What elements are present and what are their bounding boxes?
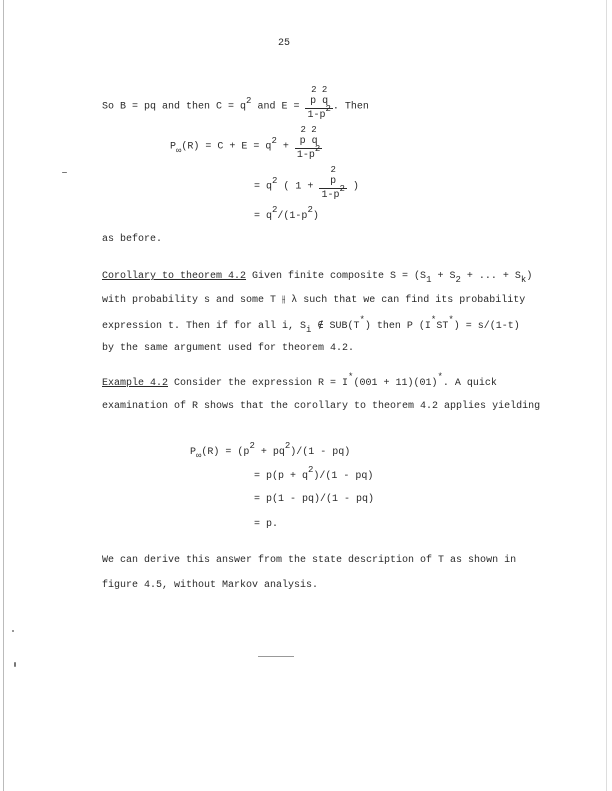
example-line1-a: Consider the expression R = I <box>168 378 349 389</box>
eq3-superscript: 2 <box>272 175 278 186</box>
eq2-lhs: P <box>170 141 177 153</box>
text-as-before: as before. <box>102 234 163 245</box>
eq1-numerator: p q <box>310 96 329 107</box>
eq5-lhs: P <box>190 447 197 458</box>
corollary-dots: + ... + S <box>460 271 521 282</box>
eq5-lhs-subscript: ∞ <box>196 451 202 461</box>
example-star-2: * <box>437 372 443 382</box>
closing-line-2: figure 4.5, without Markov analysis. <box>102 580 319 591</box>
eq2-fraction <box>295 125 322 162</box>
equation-line-5 <box>190 441 351 461</box>
eq2-num-sup: 2 2 <box>300 125 317 135</box>
example-title: Example 4.2 <box>102 378 169 389</box>
corollary-close: ) <box>526 271 533 282</box>
scan-speck <box>62 172 67 173</box>
scan-speck <box>12 630 14 632</box>
eq2-numerator: p q <box>299 136 318 147</box>
eq1-superscript: 2 <box>246 95 252 106</box>
example-line1-b: (001 + 11)(01) <box>353 378 438 389</box>
corollary-line-3 <box>102 315 520 335</box>
eq1-num-sup: 2 2 <box>311 85 328 95</box>
eq3-close: ) <box>346 181 359 193</box>
eq5-superscript-2: 2 <box>284 441 291 451</box>
example-line-2: examination of R shows that the corollary to theorem 4.2 applies yielding <box>102 401 541 412</box>
example-line1-c: . A quick <box>442 378 497 389</box>
corollary-sub-k: k <box>520 275 527 285</box>
corollary-line3-c: ) then P (I <box>364 321 431 332</box>
faint-separator <box>258 656 294 657</box>
page-number: 25 <box>278 38 291 49</box>
corollary-star-3: * <box>448 315 454 325</box>
left-scan-edge <box>3 0 4 791</box>
eq3-numerator: p <box>330 176 337 187</box>
eq6-b: )/(1 - pq) <box>313 471 374 482</box>
equation-line-3 <box>254 165 359 202</box>
eq3-open: ( 1 + <box>277 181 320 193</box>
corollary-star-1: * <box>359 315 365 325</box>
example-line-1 <box>102 372 497 390</box>
eq3-den-sup: 2 <box>339 184 345 194</box>
equation-line-2 <box>170 125 322 162</box>
eq1-mid: and E = <box>251 101 306 113</box>
corollary-line1-text: Given finite composite S = (S <box>246 271 427 282</box>
eq4-superscript-2: 2 <box>307 205 313 215</box>
corollary-plus-s2: + S <box>431 271 456 282</box>
equation-line-8: = p. <box>254 519 279 530</box>
corollary-line-2: with probability s and some T ⫲ λ such that we can find its probability <box>102 295 526 306</box>
eq6-superscript: 2 <box>308 465 314 475</box>
eq3-denominator: 1-p <box>321 190 340 201</box>
eq4-end: ) <box>312 211 319 222</box>
equation-line-6 <box>254 465 374 483</box>
corollary-line-1 <box>102 270 532 283</box>
corollary-line3-a: expression t. Then if for all i, S <box>102 321 307 332</box>
eq1-den-sup: 2 <box>325 104 331 114</box>
closing-line-1: We can derive this answer from the state description of T as shown in <box>102 555 517 566</box>
eq2-lhs-rest: (R) = C + E = q <box>181 141 272 153</box>
eq1-tail: . Then <box>332 101 369 113</box>
eq5-end: )/(1 - pq) <box>290 447 351 458</box>
eq5-superscript: 2 <box>249 441 255 451</box>
corollary-line3-d: ST <box>436 321 449 332</box>
example-star-1: * <box>348 372 354 382</box>
corollary-sub-2: 2 <box>455 275 461 285</box>
eq1-denominator: 1-p <box>307 110 326 121</box>
eq3-fraction <box>319 165 346 202</box>
eq5-mid: + pq <box>254 447 285 458</box>
corollary-title: Corollary to theorem 4.2 <box>102 271 247 282</box>
corollary-line3-e: ) = s/(1-t) <box>453 321 520 332</box>
scan-speck <box>14 662 16 667</box>
eq6-a: = p(p + q <box>254 471 309 482</box>
eq2-den-sup: 2 <box>314 144 321 154</box>
eq1-prefix: So B = pq and then C = q <box>102 101 247 113</box>
equation-line-4 <box>254 205 319 223</box>
corollary-line3-b: ∉ SUB(T <box>311 321 360 332</box>
eq1-fraction <box>305 85 332 122</box>
eq4-mid: /(1-p <box>277 211 308 222</box>
corollary-sub-i: i <box>306 325 312 335</box>
equation-line-1 <box>102 85 369 122</box>
eq3-pre: = q <box>254 181 273 193</box>
corollary-line-4: by the same argument used for theorem 4.2. <box>102 343 355 354</box>
eq2-superscript: 2 <box>271 135 277 146</box>
eq4-pre: = q <box>254 211 273 222</box>
eq4-superscript: 2 <box>272 205 278 215</box>
eq5-lhs-rest: (R) = (p <box>201 447 250 458</box>
eq2-plus: + <box>276 141 295 153</box>
eq2-denominator: 1-p <box>296 150 315 161</box>
equation-line-7: = p(1 - pq)/(1 - pq) <box>254 494 375 505</box>
eq2-lhs-subscript: ∞ <box>176 145 182 156</box>
right-scan-edge <box>606 0 607 791</box>
eq3-num-sup: 2 <box>330 165 336 175</box>
corollary-star-2: * <box>430 315 437 325</box>
corollary-sub-1: 1 <box>426 275 432 285</box>
